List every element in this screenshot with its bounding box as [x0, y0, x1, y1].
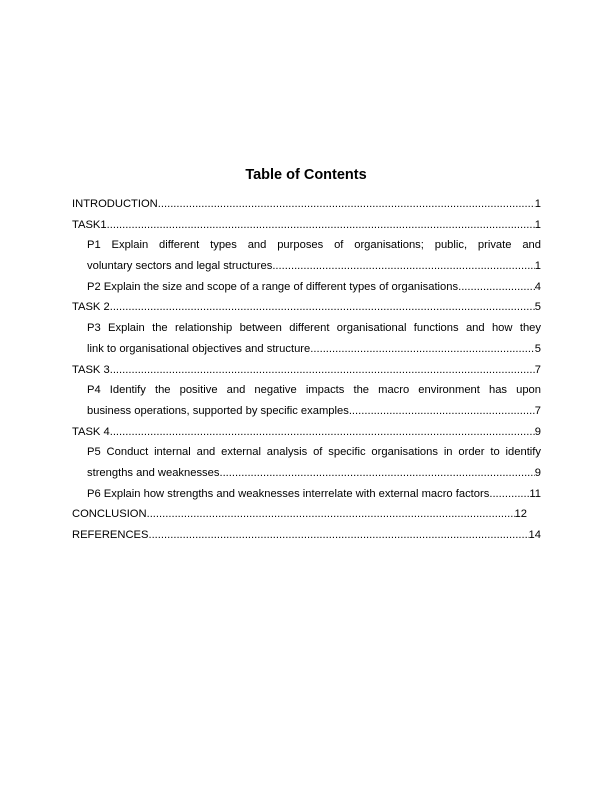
toc-page-number: 9: [534, 425, 541, 438]
toc-entry-introduction[interactable]: [72, 194, 541, 215]
dot-leader: [110, 360, 535, 381]
toc-page-number: 1: [534, 218, 541, 231]
toc-entry-references[interactable]: [72, 525, 541, 546]
dot-leader: [110, 422, 535, 443]
toc-page-number: 12: [514, 508, 527, 521]
dot-leader: [272, 256, 534, 277]
toc-entry-p1[interactable]: [72, 235, 541, 276]
toc-title: Table of Contents: [245, 167, 367, 183]
dot-leader: [458, 277, 535, 298]
dot-leader: [310, 339, 535, 360]
toc-entry-text: P5 Conduct internal and external analysis of specific organisations in order to identify: [87, 446, 541, 459]
toc-page-number: 1: [534, 198, 541, 210]
toc-page-number: 5: [534, 301, 541, 314]
toc-page-number: 5: [534, 342, 541, 355]
toc-entry-text: voluntary sectors and legal structures: [87, 260, 273, 273]
toc-page-number: 7: [534, 404, 541, 417]
table-of-contents: [72, 194, 541, 546]
toc-entry-text: strengths and weaknesses: [87, 466, 220, 479]
dot-leader: [147, 504, 515, 525]
toc-entry-text: business operations, supported by specific examples: [87, 404, 349, 417]
toc-entry-text: TASK 2: [72, 301, 110, 314]
toc-entry-text: P6 Explain how strengths and weaknesses interrelate with external macro factors: [87, 487, 490, 500]
toc-entry-p3[interactable]: [72, 318, 541, 359]
toc-entry-text: P4 Identify the positive and negative impacts the macro environment has upon: [87, 384, 541, 397]
toc-page-number: 4: [534, 280, 541, 293]
dot-leader: [110, 297, 535, 318]
toc-entry-text: CONCLUSION: [72, 508, 147, 521]
toc-entry-text: INTRODUCTION: [72, 198, 158, 210]
toc-entry-text: TASK1: [72, 218, 107, 231]
toc-page-number: 7: [534, 363, 541, 376]
toc-page-number: 14: [528, 529, 541, 541]
toc-entry-task1[interactable]: [72, 215, 541, 236]
dot-leader: [489, 484, 529, 505]
toc-entry-p2[interactable]: [72, 277, 541, 298]
toc-entry-text: TASK 4: [72, 425, 110, 438]
toc-entry-text: REFERENCES: [72, 529, 149, 541]
toc-entry-task4[interactable]: [72, 422, 541, 443]
dot-leader: [349, 401, 535, 422]
toc-page-number: 11: [529, 487, 541, 500]
toc-entry-p6[interactable]: [72, 484, 541, 505]
toc-entry-text: P2 Explain the size and scope of a range of different types of organisations: [87, 280, 459, 293]
dot-leader: [158, 194, 535, 215]
toc-entry-p4[interactable]: [72, 380, 541, 421]
dot-leader: [107, 215, 535, 236]
toc-entry-text: TASK 3: [72, 363, 110, 376]
toc-entry-p5[interactable]: [72, 442, 541, 483]
toc-page-number: 1: [534, 260, 541, 273]
toc-entry-text: link to organisational objectives and structure: [87, 342, 311, 355]
toc-entry-conclusion[interactable]: [72, 504, 527, 525]
toc-page-number: 9: [534, 466, 541, 479]
dot-leader: [148, 525, 528, 546]
toc-entry-task2[interactable]: [72, 297, 541, 318]
toc-entry-task3[interactable]: [72, 360, 541, 381]
toc-entry-text: P1 Explain different types and purposes of organisations; public, private and: [87, 239, 541, 252]
dot-leader: [219, 463, 534, 484]
toc-entry-text: P3 Explain the relationship between different organisational functions and how they: [87, 322, 541, 335]
